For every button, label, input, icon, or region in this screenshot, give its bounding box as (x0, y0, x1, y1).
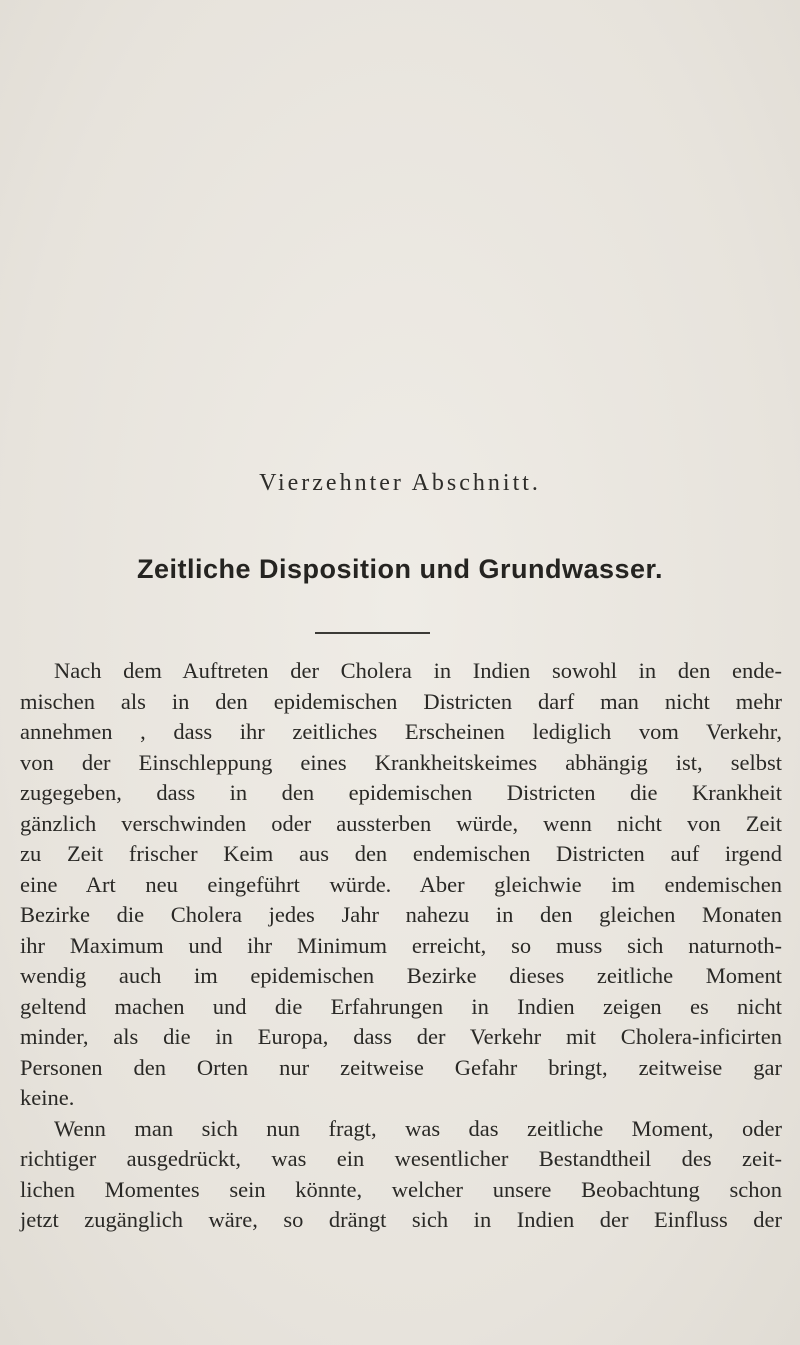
chapter-title: Zeitliche Disposition und Grundwasser. (136, 554, 664, 584)
text-line: Personen den Orten nur zeitweise Gefahr bringt, zeitweise gar (20, 1054, 782, 1080)
text-line: von der Einschleppung eines Krankheitskeimes abhängig ist, selbst (20, 749, 782, 775)
text-line: wendig auch im epidemischen Bezirke dieses zeitliche Moment (20, 963, 782, 988)
text-line: ihr Maximum und ihr Minimum erreicht, so muss sich naturnoth- (20, 932, 782, 958)
section-heading: Vierzehnter Abschnitt. (259, 470, 541, 496)
text-line: mischen als in den epidemischen Districten darf man nicht mehr (20, 688, 782, 714)
text-line: geltend machen und die Erfahrungen in Indien zeigen es nicht (20, 993, 782, 1019)
text-line: Bezirke die Cholera jedes Jahr nahezu in den gleichen Monaten (20, 902, 782, 927)
text-line: Wenn man sich nun fragt, was das zeitliche Moment, oder (54, 1115, 782, 1141)
text-line: annehmen , dass ihr zeitliches Erscheinen lediglich vom Verkehr, (20, 719, 782, 744)
text-line: keine. (20, 1085, 75, 1110)
body-text (20, 656, 782, 1236)
text-line: eine Art neu eingeführt würde. Aber gleichwie im endemischen (20, 871, 782, 897)
text-line: gänzlich verschwinden oder aussterben würde, wenn nicht von Zeit (20, 810, 782, 836)
text-line: lichen Momentes sein könnte, welcher unsere Beobachtung schon (20, 1176, 782, 1202)
text-line: zugegeben, dass in den epidemischen Districten die Krankheit (20, 780, 782, 805)
text-line: zu Zeit frischer Keim aus den endemischen Districten auf irgend (20, 841, 782, 866)
text-line: jetzt zugänglich wäre, so drängt sich in Indien der Einfluss der (20, 1207, 782, 1232)
title-divider-rule (315, 632, 430, 634)
text-line: Nach dem Auftreten der Cholera in Indien sowohl in den ende- (54, 658, 782, 683)
text-line: minder, als die in Europa, dass der Verkehr mit Cholera-inficirten (20, 1024, 782, 1049)
text-line: richtiger ausgedrückt, was ein wesentlicher Bestandtheil des zeit- (20, 1146, 782, 1171)
